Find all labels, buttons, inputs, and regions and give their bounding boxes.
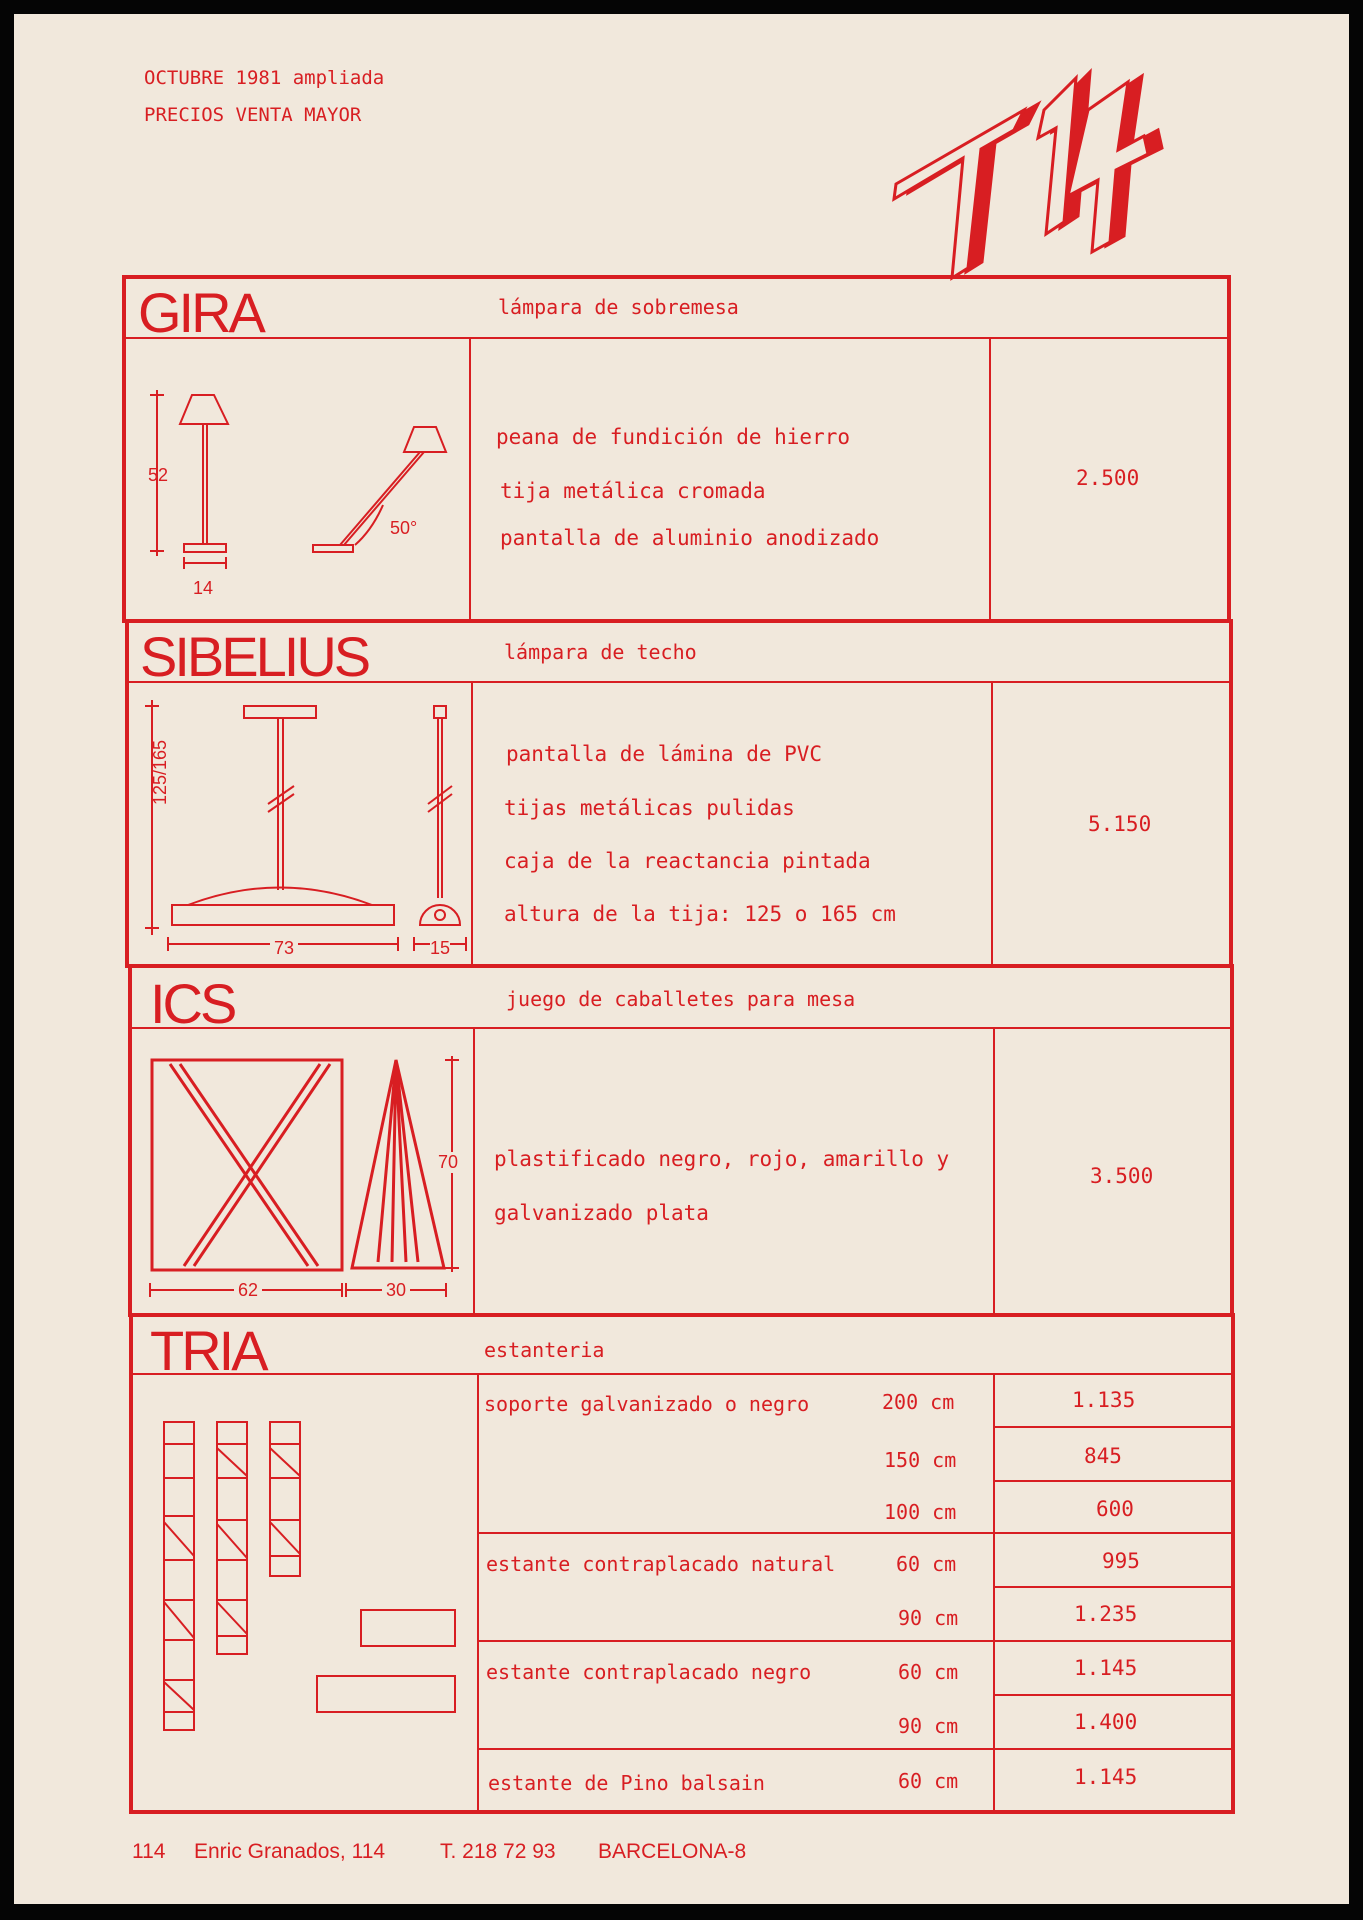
feature-line: caja de la reactancia pintada [504,849,871,873]
header-subtitle: PRECIOS VENTA MAYOR [144,104,362,126]
header-date: OCTUBRE 1981 ampliada [144,67,385,89]
feature-line: altura de la tija: 125 o 165 cm [504,902,896,926]
tria-row-size: 90 cm [898,1714,959,1738]
feature-line: peana de fundición de hierro [496,425,851,449]
price-sibelius: 5.150 [1088,812,1152,836]
product-type-sibelius: lámpara de techo [504,640,697,664]
dim-angle: 50° [390,518,418,538]
footer-address: Enric Granados, 114 [194,1840,386,1863]
tria-row-size: 60 cm [898,1769,959,1793]
sibelius-drawing [145,700,466,951]
product-title-sibelius: SIBELIUS [140,625,369,688]
tria-row-size: 60 cm [896,1552,957,1576]
product-title-gira: GIRA [138,281,263,344]
feature-line: pantalla de lámina de PVC [506,742,823,766]
tria-row-size: 90 cm [898,1606,959,1630]
feature-line: plastificado negro, rojo, amarillo y [494,1147,950,1171]
feature-line: tija metálica cromada [500,479,766,503]
dim-width: 62 [234,1280,262,1301]
tria-row-price: 1.145 [1074,1765,1138,1789]
tria-row-price: 1.400 [1074,1710,1138,1734]
gira-drawing [150,390,446,569]
price-ics: 3.500 [1090,1164,1154,1188]
tria-row-size: 150 cm [884,1448,957,1472]
product-title-ics: ICS [150,972,235,1035]
tria-row-price: 1.145 [1074,1656,1138,1680]
feature-line: galvanizado plata [494,1201,709,1225]
tria-row-desc: estante contraplacado natural [486,1552,836,1576]
product-type-tria: estanteria [484,1338,605,1362]
tria-row-price: 1.135 [1072,1388,1136,1412]
footer-phone: T. 218 72 93 [440,1840,556,1863]
feature-line: pantalla de aluminio anodizado [500,526,880,550]
product-title-tria: TRIA [150,1319,266,1382]
tria-row-desc: soporte galvanizado o negro [484,1392,810,1416]
tria-row-desc: estante de Pino balsain [488,1771,765,1795]
footer-brand: 114 [132,1840,166,1863]
dim-width: 73 [270,938,298,959]
dim-height: 52 [148,465,169,485]
tria-row-price: 845 [1084,1444,1122,1468]
tria-row-size: 200 cm [882,1390,955,1414]
tria-row-price: 1.235 [1074,1602,1138,1626]
dim-height: 125/165 [150,739,170,805]
tria-row-size: 60 cm [898,1660,959,1684]
ics-drawing [152,1060,444,1270]
dim-height: 70 [438,1152,459,1172]
brand-logo [894,72,1162,278]
tria-row-price: 600 [1096,1497,1134,1521]
product-type-ics: juego de caballetes para mesa [506,987,856,1011]
dim-width: 14 [193,578,214,598]
footer-city: BARCELONA-8 [598,1840,747,1863]
product-type-gira: lámpara de sobremesa [498,295,739,319]
dim-depth: 15 [430,938,451,958]
feature-line: tijas metálicas pulidas [504,796,795,820]
dim-depth: 30 [382,1280,410,1301]
tria-row-price: 995 [1102,1549,1140,1573]
tria-drawing [164,1422,455,1730]
tria-row-size: 100 cm [884,1500,957,1524]
price-gira: 2.500 [1076,466,1140,490]
tria-row-desc: estante contraplacado negro [486,1660,812,1684]
